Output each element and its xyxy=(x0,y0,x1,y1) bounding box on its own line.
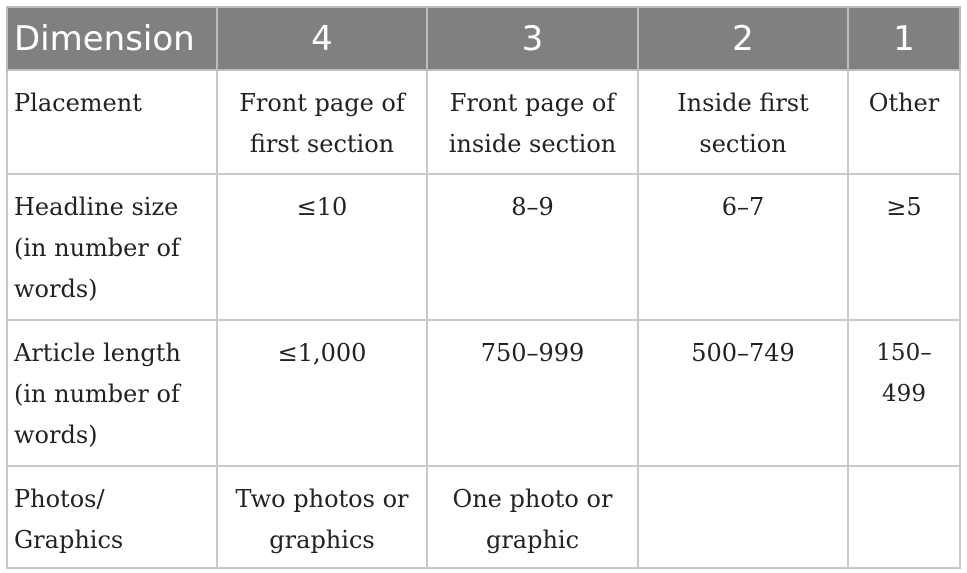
cell-length-2: 500–749 xyxy=(638,320,848,466)
cell-headline-1: ≥5 xyxy=(848,174,960,320)
table-row-headline-size xyxy=(7,174,960,320)
cell-headline-2: 6–7 xyxy=(638,174,848,320)
cell-length-4: ≤1,000 xyxy=(217,320,427,466)
cell-placement-3: Front page of inside section xyxy=(427,70,638,174)
header-score-1: 1 xyxy=(848,7,960,70)
table-row-placement xyxy=(7,70,960,174)
header-dimension: Dimension xyxy=(7,7,217,70)
cell-headline-3: 8–9 xyxy=(427,174,638,320)
cell-placement-2: Inside first section xyxy=(638,70,848,174)
header-score-2: 2 xyxy=(638,7,848,70)
row-label-article-length: Article length (in number of words) xyxy=(7,320,217,466)
cell-length-1: 150–499 xyxy=(848,320,960,466)
cell-placement-4: Front page of first section xyxy=(217,70,427,174)
row-label-photos-graphics: Photos/ Graphics xyxy=(7,466,217,568)
header-row xyxy=(7,7,960,70)
table-row-photos-graphics xyxy=(7,466,960,568)
header-score-4: 4 xyxy=(217,7,427,70)
cell-headline-4: ≤10 xyxy=(217,174,427,320)
table-row-article-length xyxy=(7,320,960,466)
cell-photos-4: Two photos or graphics xyxy=(217,466,427,568)
cell-length-3: 750–999 xyxy=(427,320,638,466)
cell-photos-2 xyxy=(638,466,848,568)
row-label-headline-size: Headline size (in number of words) xyxy=(7,174,217,320)
cell-placement-1: Other xyxy=(848,70,960,174)
cell-photos-3: One photo or graphic xyxy=(427,466,638,568)
scoring-table-container xyxy=(6,6,959,567)
scoring-table xyxy=(6,6,961,569)
header-score-3: 3 xyxy=(427,7,638,70)
cell-photos-1 xyxy=(848,466,960,568)
row-label-placement: Placement xyxy=(7,70,217,174)
